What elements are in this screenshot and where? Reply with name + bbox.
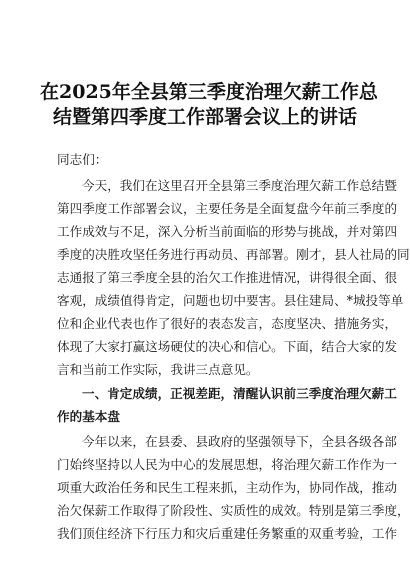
paragraph-line: 言和当前工作实际，我讲三点意见。	[57, 362, 259, 377]
paragraph-line: 我们顶住经济下行压力和灾后重建任务繁重的双重考验，工作	[57, 526, 398, 541]
document-title-line-2: 结暨第四季度工作部署会议上的讲话	[52, 106, 357, 128]
document-title-line-1: 在2025年全县第三季度治理欠薪工作总	[40, 81, 378, 103]
paragraph-line: 志通报了第三季度全县的治欠工作推进情况，讲得很全面、很	[57, 270, 398, 285]
paragraph-line: 门始终坚持以人民为中心的发展思想，将治理欠薪工作作为一	[57, 457, 398, 472]
paragraph-line: 项重大政治任务和民生工程来抓，主动作为，协同作战，推动	[57, 480, 398, 495]
paragraph-line: 客观，成绩值得肯定，问题也切中要害。县住建局、*城投等单	[57, 293, 404, 308]
paragraph-line: 第四季度工作部署会议，主要任务是全面复盘今年前三季度的	[57, 201, 398, 216]
paragraph-line: 治欠保薪工作取得了阶段性、实质性的成效。特别是第三季度，	[57, 503, 410, 518]
section-heading-line: 作的基本盘	[57, 409, 120, 424]
paragraph-line: 季度的决胜攻坚任务进行再动员、再部署。刚才，县人社局的同	[57, 247, 410, 262]
paragraph-line: 今年以来，在县委、县政府的坚强领导下，全县各级各部	[82, 434, 397, 449]
salutation: 同志们：	[57, 152, 108, 167]
paragraph-line: 工作成效与不足，深入分析当前面临的形势与挑战，并对第四	[57, 224, 398, 239]
paragraph-line: 体现了大家打赢这场硬仗的决心和信心。下面，结合大家的发	[57, 339, 398, 354]
section-heading-line: 一、肯定成绩，正视差距，清醒认识前三季度治理欠薪工	[82, 386, 397, 401]
paragraph-line: 今天，我们在这里召开全县第三季度治理欠薪工作总结暨	[82, 178, 397, 193]
paragraph-line: 位和企业代表也作了很好的表态发言，态度坚决、措施务实，	[57, 316, 398, 331]
